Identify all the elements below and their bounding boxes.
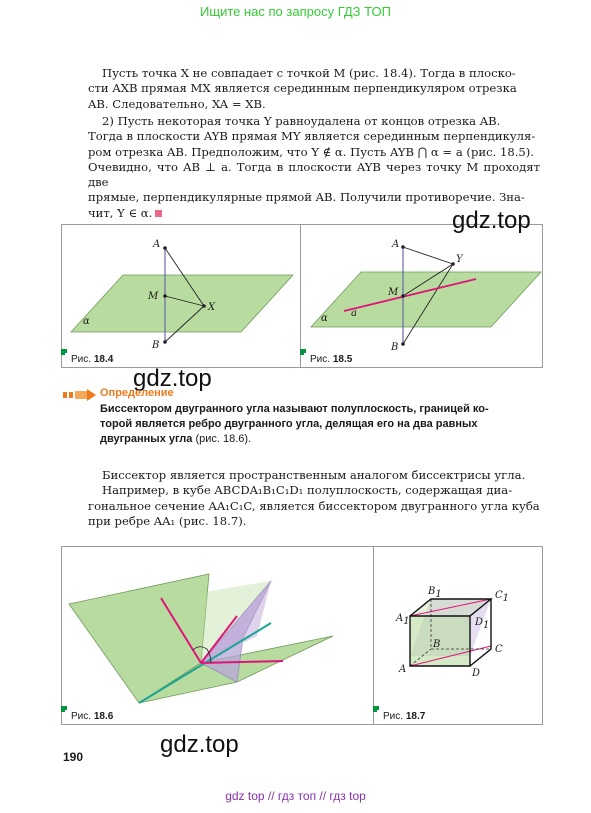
plane-alpha [311, 272, 541, 327]
watermark: gdz.top [452, 207, 531, 234]
point-M [401, 294, 405, 298]
point-A [401, 245, 405, 249]
caption-prefix: Рис. [383, 711, 404, 722]
figure-18-4-18-5-drawing [61, 224, 542, 367]
caption-number: 18.6 [93, 711, 114, 722]
caption-number: 18.5 [332, 354, 353, 365]
label-A: A [392, 239, 400, 250]
text-line: Очевидно, что AB ⊥ a. Тогда в плоскости AYB через точку M проходят две [88, 159, 540, 190]
text-fragment: чит, Y ∈ α. [88, 205, 153, 220]
segment-AY [403, 247, 453, 264]
definition-title: Определение [100, 387, 174, 399]
top-banner[interactable]: Ищите нас по запросу ГДЗ ТОП [200, 4, 391, 19]
label-M: M [388, 287, 399, 298]
text-line: Пусть точка X не совпадает с точкой M (рис. 18.4). Тогда в плоско- [102, 66, 516, 80]
plane-alpha [71, 275, 293, 332]
text-line: Например, в кубе ABCDA₁B₁C₁D₁ полуплоскость, содержащая диа- [102, 483, 513, 498]
label-alpha: α [83, 316, 90, 327]
text-line: AB. Следовательно, XA = XB. [88, 96, 266, 111]
watermark: gdz.top [160, 731, 239, 758]
paragraph-1 [88, 66, 540, 112]
point-X [202, 304, 206, 308]
text-fragment: двугранных угла [100, 433, 193, 446]
label-a: a [351, 308, 357, 319]
definition-text [100, 402, 542, 448]
label-C1: C1 [495, 590, 510, 604]
label-A: A [399, 664, 407, 675]
text-line: при ребре AA₁ (рис. 18.7). [88, 513, 247, 528]
caption-prefix: Рис. [71, 354, 92, 365]
label-B1: B1 [428, 586, 442, 600]
figure-caption-18-7 [377, 710, 429, 723]
text-line: Биссектором двугранного угла называют полуплоскость, границей ко- [100, 403, 489, 415]
caption-number: 18.4 [93, 354, 114, 365]
end-of-proof-icon [155, 210, 162, 217]
caption-prefix: Рис. [310, 354, 331, 365]
label-A1: A1 [396, 613, 410, 627]
figure-caption-18-5 [304, 353, 356, 366]
point-M [163, 294, 167, 298]
text-line: гональное сечение AA₁C₁C, является биссектором двугранного угла куба [88, 498, 540, 513]
text-line: прямые, перпендикулярные прямой AB. Получили противоречие. Зна- [88, 190, 525, 205]
label-M: M [148, 291, 159, 302]
label-X: X [208, 302, 216, 313]
text-line [100, 432, 542, 447]
text-line: Биссектор является пространственным аналогом биссектрисы угла. [102, 468, 526, 482]
figure-reference: (рис. 18.6). [192, 433, 252, 446]
text-line: сти AXB прямая MX является серединным перпендикуляром отрезка [88, 81, 517, 96]
label-B: B [433, 639, 441, 650]
point-A [163, 246, 167, 250]
definition-arrow-icon [63, 388, 97, 402]
page-number: 190 [63, 750, 84, 764]
paragraph-2 [88, 114, 540, 221]
label-B: B [391, 342, 399, 353]
label-A: A [153, 239, 161, 250]
text-line: Тогда в плоскости AYB прямая MY является серединным перпендикуля- [88, 129, 536, 144]
text-line: 2) Пусть некоторая точка Y равноудалена от концов отрезка AB. [102, 114, 501, 128]
text-line: торой является ребро двугранного угла, делящая его на два равных [100, 418, 478, 431]
watermark: gdz.top [133, 365, 212, 392]
figure-caption-18-4 [65, 353, 117, 366]
footer-links[interactable]: gdz top // гдз топ // гдз top [225, 789, 366, 803]
label-D1: D1 [475, 617, 490, 631]
caption-number: 18.7 [405, 711, 426, 722]
label-D: D [472, 668, 481, 679]
text-line: ром отрезка AB. Предположим, что Y ∉ α. Пусть AYB ⋂ α = a (рис. 18.5). [88, 144, 534, 159]
figure-18-6-18-7-drawing [61, 546, 542, 724]
point-B [163, 340, 167, 344]
label-C: C [495, 644, 503, 655]
label-B: B [152, 340, 160, 351]
label-Y: Y [456, 254, 463, 265]
figure-caption-18-6 [65, 710, 117, 723]
label-alpha: α [321, 313, 328, 324]
point-B [401, 342, 405, 346]
paragraph-3 [88, 468, 540, 529]
caption-prefix: Рис. [71, 711, 92, 722]
point-Y [451, 262, 455, 266]
